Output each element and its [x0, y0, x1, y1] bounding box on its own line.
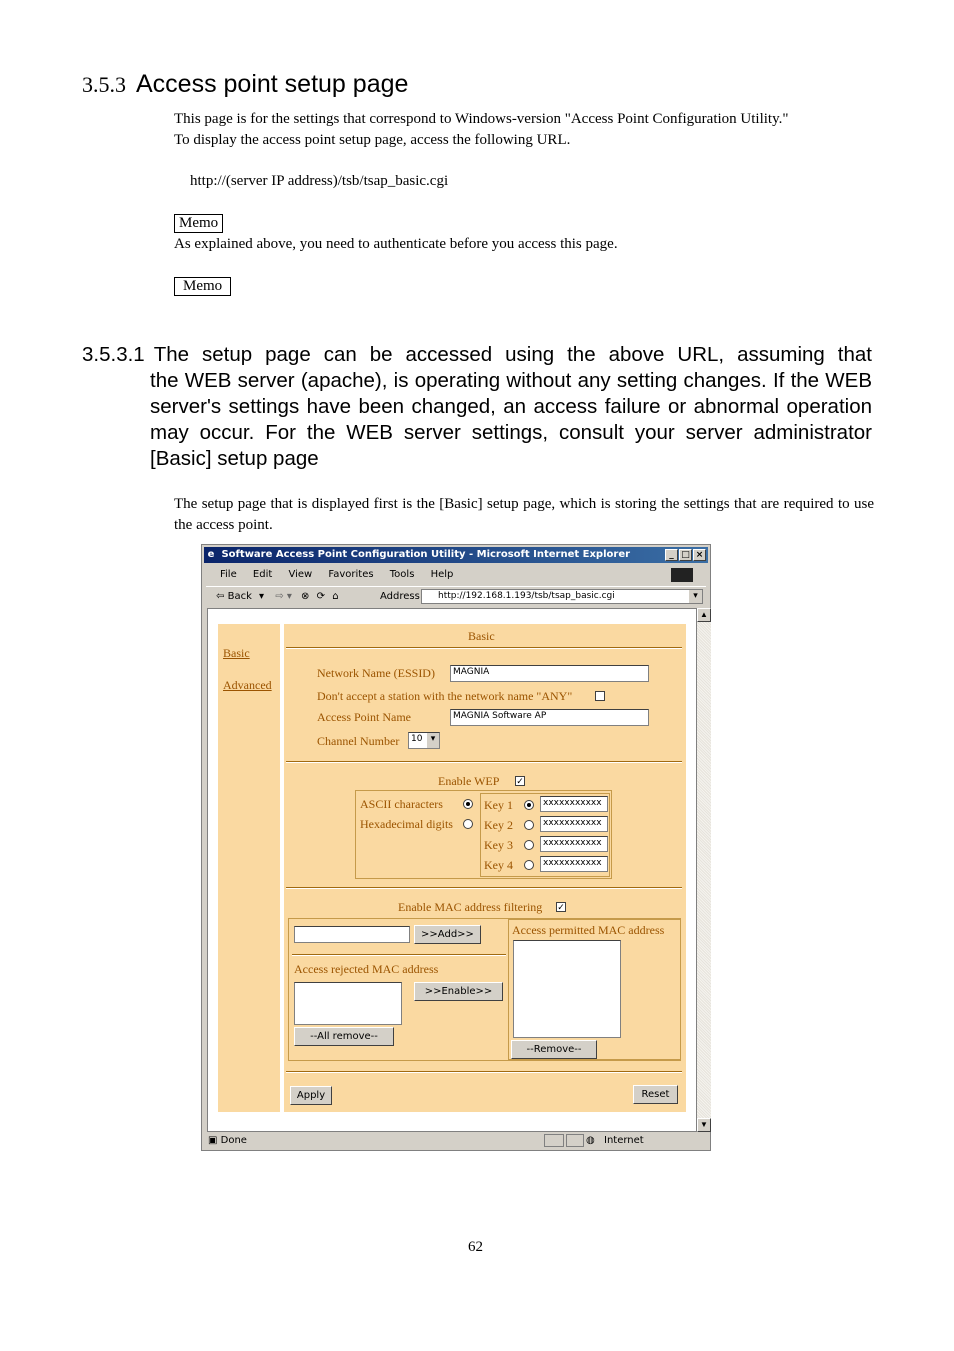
back-arrow-icon[interactable]: ⇦ — [216, 591, 225, 602]
apply-button[interactable]: Apply — [290, 1086, 332, 1105]
menu-favorites[interactable]: Favorites — [328, 569, 374, 580]
ie-logo-icon: e — [207, 549, 215, 560]
key-2-radio[interactable] — [524, 820, 534, 830]
window-title: Software Access Point Configuration Utility - Microsoft Internet Explorer — [221, 549, 631, 560]
scroll-down-icon[interactable]: ▼ — [697, 1118, 711, 1132]
zone-text: Internet — [604, 1135, 644, 1146]
scroll-up-icon[interactable]: ▲ — [697, 608, 711, 622]
address-dropdown-icon[interactable]: ▾ — [689, 590, 702, 603]
divider — [286, 647, 682, 649]
reject-any-checkbox[interactable] — [595, 691, 605, 701]
mac-group — [288, 918, 681, 1061]
ascii-radio[interactable] — [463, 799, 473, 809]
add-button[interactable]: >>Add>> — [414, 925, 481, 944]
memo-text-1: As explained above, you need to authenticate before you access this page. — [174, 236, 618, 252]
menu-tools[interactable]: Tools — [389, 569, 415, 580]
rejected-label: Access rejected MAC address — [294, 962, 439, 976]
status-bar — [204, 1133, 708, 1149]
forward-arrow-icon[interactable]: ⇨ ▾ — [275, 591, 292, 602]
enable-wep-label: Enable WEP — [438, 774, 500, 788]
toolbar — [206, 586, 706, 607]
remove-button[interactable]: --Remove-- — [511, 1040, 597, 1059]
enable-button[interactable]: >>Enable>> — [414, 982, 503, 1001]
nav-advanced-link[interactable]: Advanced — [223, 678, 272, 692]
globe-icon: ◍ — [586, 1135, 595, 1146]
minimize-icon[interactable]: _ — [665, 549, 678, 561]
intro-text — [174, 109, 874, 151]
network-name-label: Network Name (ESSID) — [317, 666, 435, 680]
back-button[interactable]: Back — [227, 591, 252, 602]
keys-group — [480, 793, 610, 877]
basic-heading: Basic — [468, 629, 495, 643]
page-number: 62 — [468, 1239, 483, 1255]
divider — [286, 761, 682, 763]
intro-line-1: This page is for the settings that correspond to Windows-version "Access Point Configuration Utility." — [174, 111, 789, 127]
chevron-down-icon[interactable]: ▾ — [259, 591, 265, 602]
stop-icon[interactable]: ⊗ — [301, 591, 310, 602]
subsection-heading — [82, 342, 872, 472]
menu-file[interactable]: File — [220, 569, 237, 580]
permitted-group — [508, 919, 681, 1060]
subsection-rest: the WEB server (apache), is operating without any setting changes. If the WEB server's settings have been changed, an access failure or abnormal operation may occur. For the WEB server settings, consult your server administrator [Basic] setup page — [150, 369, 872, 470]
nav-pane — [218, 624, 280, 1112]
ap-name-input[interactable]: MAGNIA Software AP — [450, 709, 649, 726]
rejected-list[interactable] — [294, 982, 402, 1025]
all-remove-button[interactable]: --All remove-- — [294, 1027, 394, 1046]
address-value: http://192.168.1.193/tsb/tsap_basic.cgi — [438, 591, 615, 601]
key-3-input[interactable]: xxxxxxxxxxx — [540, 836, 608, 852]
key-3-label: Key 3 — [484, 838, 513, 852]
reset-button[interactable]: Reset — [633, 1085, 678, 1104]
address-bar[interactable] — [421, 589, 703, 604]
mac-filter-label: Enable MAC address filtering — [398, 900, 543, 914]
mac-filter-checkbox[interactable]: ✓ — [557, 902, 565, 912]
key-4-radio[interactable] — [524, 860, 534, 870]
menu-view[interactable]: View — [288, 569, 313, 580]
channel-value: 10 — [411, 734, 423, 744]
setup-url: http://(server IP address)/tsb/tsap_basic.cgi — [190, 173, 449, 189]
section-heading — [82, 70, 408, 99]
vertical-scrollbar[interactable] — [697, 608, 711, 1132]
key-2-input[interactable]: xxxxxxxxxxx — [540, 816, 608, 832]
section-number: 3.5.3 — [82, 72, 126, 97]
channel-select[interactable] — [408, 732, 440, 749]
wep-group — [355, 790, 612, 879]
permitted-label: Access permitted MAC address — [512, 923, 665, 937]
menu-edit[interactable]: Edit — [252, 569, 273, 580]
hex-radio[interactable] — [463, 819, 473, 829]
memo-label-1: Memo — [174, 214, 223, 233]
key-4-label: Key 4 — [484, 858, 513, 872]
memo-label-2: Memo — [174, 277, 231, 296]
key-1-radio[interactable] — [524, 800, 534, 810]
chevron-down-icon[interactable]: ▾ — [427, 733, 439, 748]
address-label: Address — [380, 591, 420, 602]
ap-name-label: Access Point Name — [317, 710, 411, 724]
page-viewport — [207, 608, 697, 1132]
status-pane — [566, 1134, 584, 1147]
key-1-input[interactable]: xxxxxxxxxxx — [540, 796, 608, 812]
maximize-icon[interactable]: □ — [679, 549, 692, 561]
status-pane — [544, 1134, 564, 1147]
divider — [292, 954, 506, 956]
permitted-list[interactable] — [513, 940, 621, 1038]
hex-label: Hexadecimal digits — [360, 817, 453, 831]
browser-window — [201, 544, 711, 1151]
subsection-number: 3.5.3.1 — [82, 343, 145, 366]
divider — [286, 1071, 682, 1073]
status-text: Done — [220, 1135, 247, 1146]
windows-logo-icon — [671, 568, 693, 582]
main-pane — [284, 624, 686, 1112]
network-name-input[interactable]: MAGNIA — [450, 665, 649, 682]
close-icon[interactable]: × — [693, 549, 706, 561]
page-icon: ▣ — [208, 1135, 218, 1146]
enable-wep-checkbox[interactable]: ✓ — [516, 776, 524, 786]
divider — [286, 887, 682, 889]
intro-line-2: To display the access point setup page, access the following URL. — [174, 132, 571, 148]
key-2-label: Key 2 — [484, 818, 513, 832]
nav-basic-link[interactable]: Basic — [223, 646, 250, 660]
section-title: Access point setup page — [136, 70, 409, 98]
subsection-first-line: The setup page can be accessed using the above URL, assuming that — [153, 343, 872, 366]
reject-any-label: Don't accept a station with the network name "ANY" — [317, 689, 573, 703]
mac-address-input[interactable] — [294, 926, 410, 943]
key-1-label: Key 1 — [484, 798, 513, 812]
key-4-input[interactable]: xxxxxxxxxxx — [540, 856, 608, 872]
home-icon[interactable]: ⌂ — [332, 591, 339, 602]
body-paragraph: The setup page that is displayed first is the [Basic] setup page, which is storing the settings that are required to use the access point. — [174, 496, 874, 533]
ascii-label: ASCII characters — [360, 797, 443, 811]
refresh-icon[interactable]: ⟳ — [316, 591, 325, 602]
menu-help[interactable]: Help — [430, 569, 454, 580]
title-bar — [204, 547, 708, 563]
key-3-radio[interactable] — [524, 840, 534, 850]
menu-bar — [206, 566, 706, 584]
channel-label: Channel Number — [317, 734, 400, 748]
